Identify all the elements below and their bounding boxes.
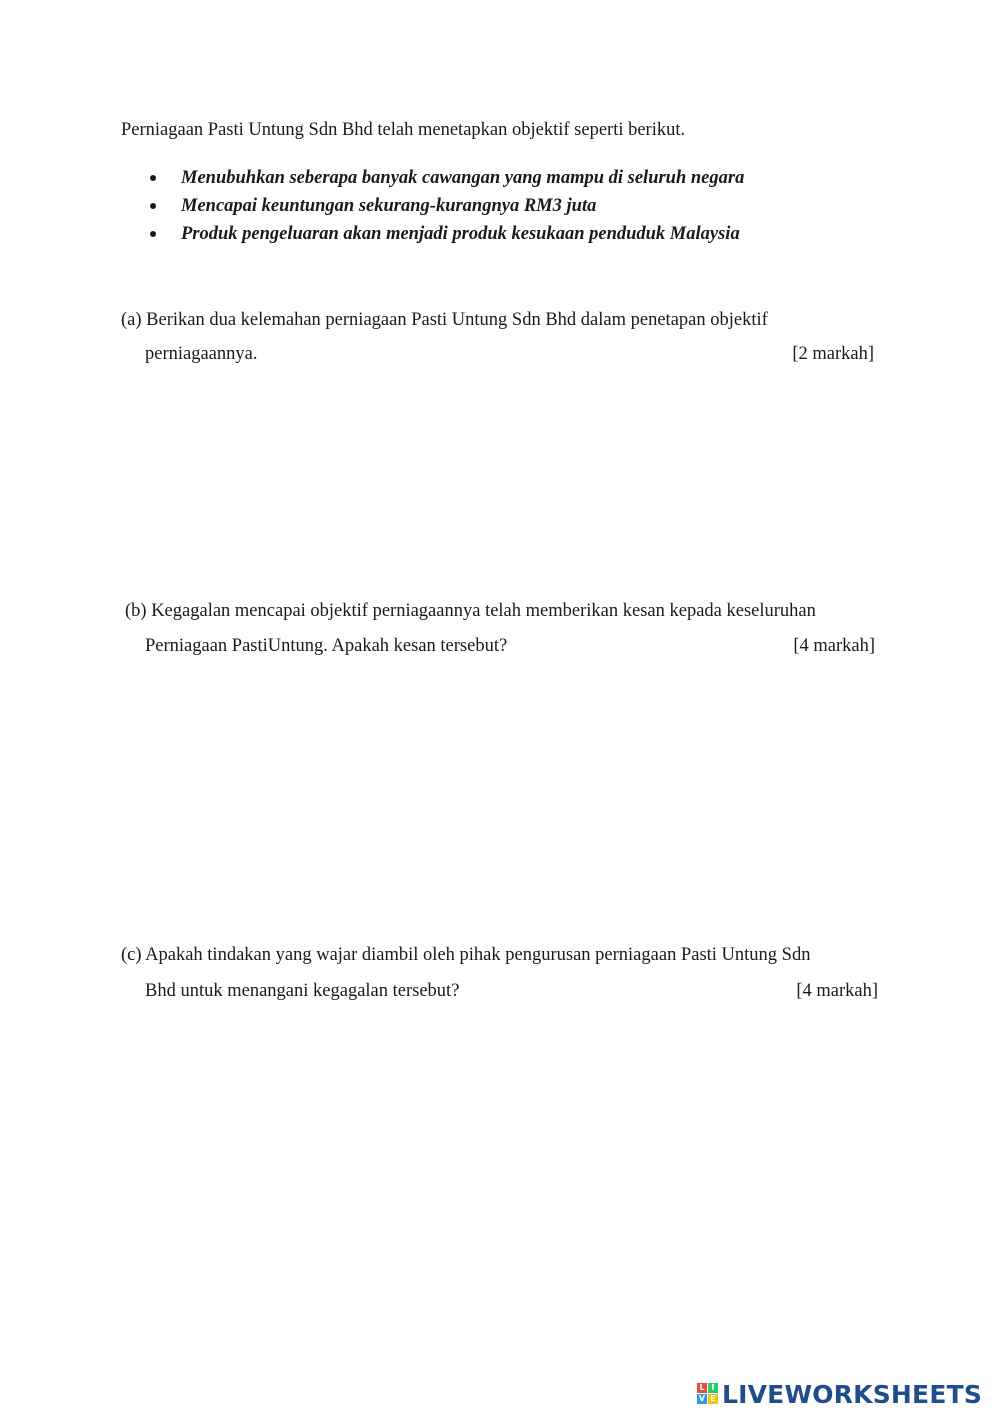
question-b-line1: (b) Kegagalan mencapai objektif perniagaannya telah memberikan kesan kepada keseluruhan xyxy=(125,601,816,621)
objective-text: Produk pengeluaran akan menjadi produk kesukaan penduduk Malaysia xyxy=(181,224,740,244)
question-b-marks: [4 markah] xyxy=(793,636,875,656)
liveworksheets-logo xyxy=(697,1378,982,1410)
bullet-icon xyxy=(150,175,156,181)
logo-tile: E xyxy=(708,1394,718,1404)
logo-tile: I xyxy=(708,1383,718,1393)
bullet-icon xyxy=(150,231,156,237)
bullet-icon xyxy=(150,203,156,209)
intro-text: Perniagaan Pasti Untung Sdn Bhd telah menetapkan objektif seperti berikut. xyxy=(121,120,686,140)
question-c-marks: [4 markah] xyxy=(796,981,878,1001)
objective-text: Menubuhkan seberapa banyak cawangan yang mampu di seluruh negara xyxy=(181,168,745,188)
question-c-line1: (c) Apakah tindakan yang wajar diambil oleh pihak pengurusan perniagaan Pasti Untung Sdn xyxy=(121,945,811,965)
logo-tile: L xyxy=(697,1383,707,1393)
question-b-line2: Perniagaan PastiUntung. Apakah kesan tersebut? xyxy=(145,636,508,656)
question-a-line1: (a) Berikan dua kelemahan perniagaan Pasti Untung Sdn Bhd dalam penetapan objektif xyxy=(121,310,768,330)
question-a-marks: [2 markah] xyxy=(792,344,874,364)
question-a-line2: perniagaannya. xyxy=(145,344,258,364)
objective-text: Mencapai keuntungan sekurang-kurangnya RM3 juta xyxy=(181,196,597,216)
logo-tile: V xyxy=(698,1394,706,1403)
logo-tiles-icon xyxy=(697,1383,719,1405)
question-c-line2: Bhd untuk menangani kegagalan tersebut? xyxy=(145,981,460,1001)
logo-text: LIVEWORKSHEETS xyxy=(722,1379,983,1409)
